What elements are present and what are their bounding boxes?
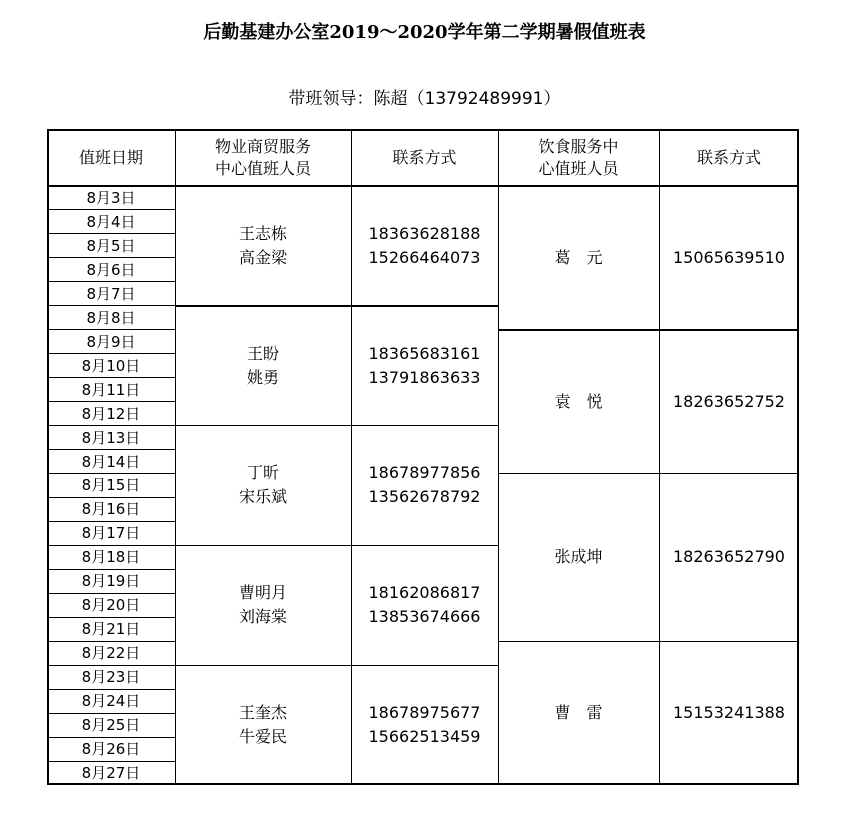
table-rule-horizontal [47, 209, 175, 210]
table-rule-horizontal [498, 641, 799, 642]
table-rule-horizontal [47, 617, 175, 618]
date-cell: 8月20日 [81, 596, 141, 615]
header-food-staff: 饮食服务中 心值班人员 [538, 136, 619, 178]
date-cell: 8月16日 [81, 500, 141, 519]
food-phone-cell: 15065639510 [673, 247, 785, 267]
date-cell: 8月17日 [81, 524, 141, 543]
table-rule-horizontal [47, 449, 175, 450]
table-rule-horizontal [47, 521, 175, 522]
table-rule-horizontal [47, 713, 175, 714]
food-staff-cell: 袁 悦 [554, 391, 603, 411]
table-rule-horizontal [498, 473, 799, 474]
date-cell: 8月14日 [81, 452, 141, 471]
property-phone-cell: 18363628188 15266464073 [368, 223, 481, 267]
food-staff-cell: 曹 雷 [554, 703, 603, 723]
date-cell: 8月23日 [81, 668, 141, 687]
table-rule-horizontal [47, 665, 175, 666]
table-rule-horizontal [175, 425, 498, 426]
table-rule-horizontal [498, 329, 799, 330]
property-staff-cell: 王志栋 高金梁 [238, 223, 287, 267]
header-property-contact: 联系方式 [392, 147, 457, 167]
date-cell: 8月11日 [81, 380, 141, 399]
table-rule-horizontal [47, 281, 175, 282]
date-cell: 8月8日 [86, 308, 136, 327]
table-rule-horizontal [175, 545, 498, 546]
table-rule-horizontal [175, 665, 498, 666]
date-cell: 8月26日 [81, 740, 141, 759]
date-cell: 8月24日 [81, 692, 141, 711]
date-cell: 8月19日 [81, 572, 141, 591]
food-phone-cell: 15153241388 [673, 703, 785, 723]
table-rule-horizontal [47, 569, 175, 570]
food-staff-cell: 张成坤 [554, 547, 603, 567]
table-rule-horizontal [47, 257, 175, 258]
date-cell: 8月4日 [86, 212, 136, 231]
property-phone-cell: 18678975677 15662513459 [368, 703, 481, 747]
property-staff-cell: 丁昕 宋乐斌 [238, 463, 287, 507]
table-rule-horizontal [47, 737, 175, 738]
food-phone-cell: 18263652790 [673, 547, 785, 567]
date-cell: 8月25日 [81, 716, 141, 735]
table-rule-horizontal [47, 305, 175, 306]
header-duty-date: 值班日期 [78, 147, 143, 167]
date-cell: 8月3日 [86, 188, 136, 207]
table-rule-horizontal [47, 497, 175, 498]
duty-schedule-table [47, 129, 799, 785]
food-staff-cell: 葛 元 [554, 247, 603, 267]
date-cell: 8月12日 [81, 404, 141, 423]
duty-leader: 带班领导：陈超（13792489991） [288, 89, 561, 109]
header-food-contact: 联系方式 [696, 147, 761, 167]
date-cell: 8月6日 [86, 260, 136, 279]
date-cell: 8月13日 [81, 428, 141, 447]
property-phone-cell: 18162086817 13853674666 [368, 583, 481, 627]
table-rule-horizontal [47, 377, 175, 378]
date-cell: 8月18日 [81, 548, 141, 567]
date-cell: 8月15日 [81, 476, 141, 495]
table-rule-horizontal [47, 641, 175, 642]
property-staff-cell: 王盼 姚勇 [246, 343, 279, 387]
date-cell: 8月7日 [86, 284, 136, 303]
property-phone-cell: 18678977856 13562678792 [368, 463, 481, 507]
table-rule-horizontal [47, 593, 175, 594]
date-cell: 8月5日 [86, 236, 136, 255]
table-rule-horizontal [47, 329, 175, 330]
page-title: 后勤基建办公室2019～2020学年第二学期暑假值班表 [203, 22, 646, 43]
table-rule-horizontal [47, 425, 175, 426]
table-rule-horizontal [47, 473, 175, 474]
date-cell: 8月22日 [81, 644, 141, 663]
table-rule-horizontal [47, 233, 175, 234]
property-phone-cell: 18365683161 13791863633 [368, 343, 481, 387]
table-rule-horizontal [47, 761, 175, 762]
table-rule-horizontal [47, 545, 175, 546]
header-property-staff: 物业商贸服务 中心值班人员 [214, 136, 311, 178]
food-phone-cell: 18263652752 [673, 391, 785, 411]
property-staff-cell: 王奎杰 牛爱民 [238, 703, 287, 747]
date-cell: 8月21日 [81, 620, 141, 639]
date-cell: 8月9日 [86, 332, 136, 351]
date-cell: 8月10日 [81, 356, 141, 375]
table-rule-horizontal [47, 353, 175, 354]
date-cell: 8月27日 [81, 764, 141, 782]
table-rule-horizontal [47, 401, 175, 402]
table-rule-horizontal [175, 305, 498, 306]
property-staff-cell: 曹明月 刘海棠 [238, 583, 287, 627]
table-rule-horizontal [47, 689, 175, 690]
